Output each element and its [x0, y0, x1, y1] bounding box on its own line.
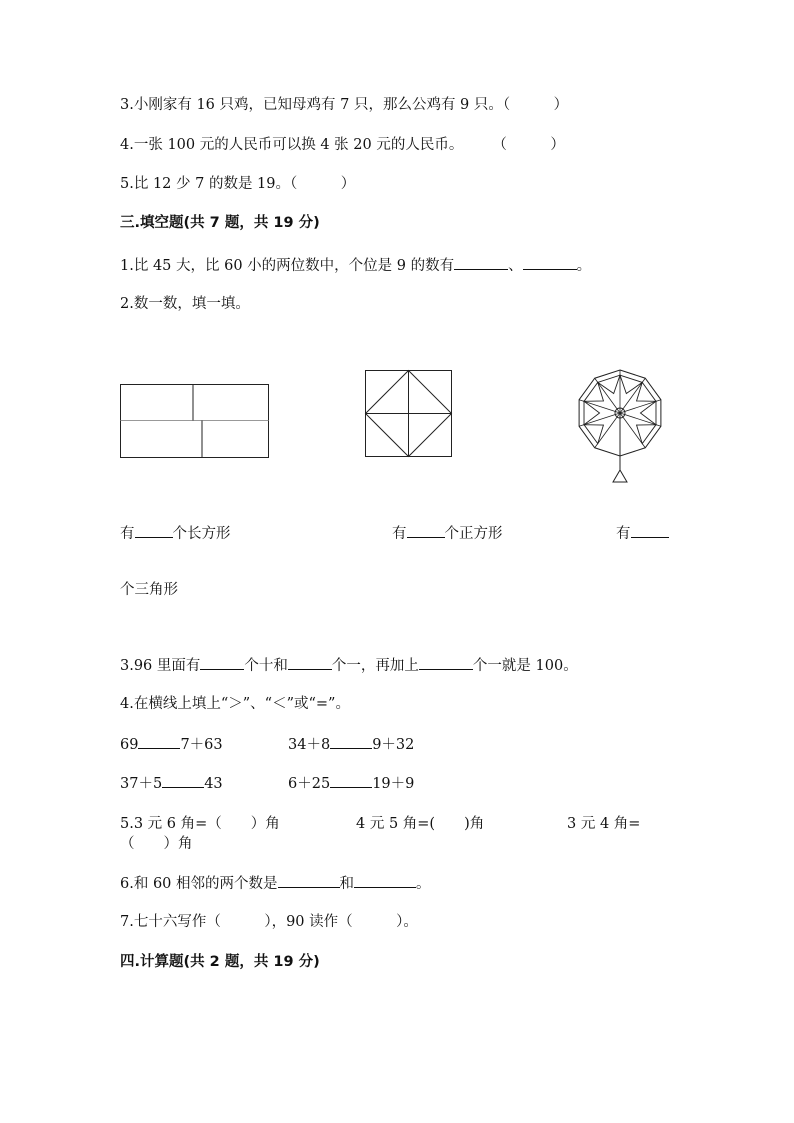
- fill-q5-b: 4 元 5 角=( )角: [356, 816, 485, 832]
- fill-q5-c: 3 元 4 角=: [567, 816, 641, 832]
- peacock-triangle: [637, 425, 656, 444]
- fill-q6-p2: 和: [339, 876, 355, 892]
- peacock-figure: [572, 370, 670, 485]
- fill-q7: 7.七十六写作（ ），90 读作（ ）。: [120, 914, 418, 930]
- compare-right: 19＋9: [372, 776, 415, 792]
- answer-blank[interactable]: [288, 655, 332, 670]
- compare-left: 69: [120, 737, 139, 753]
- fill-q5-c2: （ ）角: [120, 836, 193, 852]
- peacock-base-triangle: [613, 470, 627, 482]
- compare-item: [120, 734, 223, 755]
- peacock-triangle: [598, 375, 620, 393]
- rect-prefix: 有: [120, 526, 135, 542]
- judge-q4: 4.一张 100 元的人民币可以换 4 张 20 元的人民币。 （ ）: [120, 137, 565, 153]
- tri-count-label: [616, 523, 669, 544]
- square-suffix: 个正方形: [444, 526, 503, 542]
- rect-suffix: 个长方形: [172, 526, 231, 542]
- answer-blank[interactable]: [200, 655, 244, 670]
- answer-blank[interactable]: [278, 873, 340, 888]
- answer-blank[interactable]: [407, 523, 445, 538]
- peacock-triangle: [620, 375, 642, 393]
- compare-item: [288, 734, 414, 755]
- peacock-triangle: [584, 425, 603, 444]
- peacock-triangle: [640, 401, 656, 424]
- compare-right: 7＋63: [180, 737, 223, 753]
- judge-q5: 5.比 12 少 7 的数是 19。（ ）: [120, 176, 356, 192]
- compare-right: 9＋32: [372, 737, 415, 753]
- compare-item: [288, 773, 414, 794]
- fill-q3-p3: 个一，再加上: [331, 658, 419, 674]
- peacock-triangle: [584, 382, 603, 401]
- answer-blank[interactable]: [454, 255, 508, 270]
- answer-blank[interactable]: [138, 734, 180, 749]
- answer-blank[interactable]: [354, 873, 416, 888]
- fill-q6-p3: 。: [416, 876, 431, 892]
- rectangle-figure: [120, 384, 270, 459]
- fill-q4-title: 4.在横线上填上“＞”、“＜”或“=”。: [120, 696, 350, 712]
- fill-q3-p2: 个十和: [244, 658, 288, 674]
- section4-title: 四.计算题(共 2 题，共 19 分): [120, 954, 320, 970]
- fill-q1-prefix: 1.比 45 大，比 60 小的两位数中，个位是 9 的数有: [120, 258, 455, 274]
- tri-prefix: 有: [616, 526, 631, 542]
- answer-blank[interactable]: [330, 734, 372, 749]
- fill-q3-p4: 个一就是 100。: [472, 658, 578, 674]
- fill-q1-end: 。: [576, 258, 592, 274]
- square-count-label: [392, 523, 503, 544]
- fill-q3-p1: 3.96 里面有: [120, 658, 201, 674]
- fill-q6-p1: 6.和 60 相邻的两个数是: [120, 876, 278, 892]
- answer-blank[interactable]: [330, 773, 372, 788]
- square-figure: [365, 370, 453, 458]
- compare-left: 34＋8: [288, 737, 331, 753]
- fill-q1-sep: 、: [508, 258, 523, 274]
- judge-q3: 3.小刚家有 16 只鸡，已知母鸡有 7 只，那么公鸡有 9 只。（ ）: [120, 97, 569, 113]
- fill-q3: [120, 655, 578, 676]
- answer-blank[interactable]: [523, 255, 577, 270]
- answer-blank[interactable]: [419, 655, 473, 670]
- peacock-triangle: [584, 401, 600, 424]
- fill-q2-title: 2.数一数，填一填。: [120, 296, 250, 312]
- section3-title: 三.填空题(共 7 题，共 19 分): [120, 215, 320, 231]
- answer-blank[interactable]: [162, 773, 204, 788]
- compare-left: 6＋25: [288, 776, 331, 792]
- tri-suffix: 个三角形: [120, 582, 178, 598]
- fill-q6: [120, 873, 431, 894]
- fill-q5-a: 5.3 元 6 角=（ ）角: [120, 816, 280, 832]
- answer-blank[interactable]: [135, 523, 173, 538]
- fill-q1: [120, 255, 591, 276]
- square-prefix: 有: [392, 526, 407, 542]
- compare-item: [120, 773, 223, 794]
- rect-count-label: [120, 523, 231, 544]
- peacock-triangle: [637, 382, 656, 401]
- compare-left: 37＋5: [120, 776, 163, 792]
- answer-blank[interactable]: [631, 523, 669, 538]
- compare-right: 43: [204, 776, 223, 792]
